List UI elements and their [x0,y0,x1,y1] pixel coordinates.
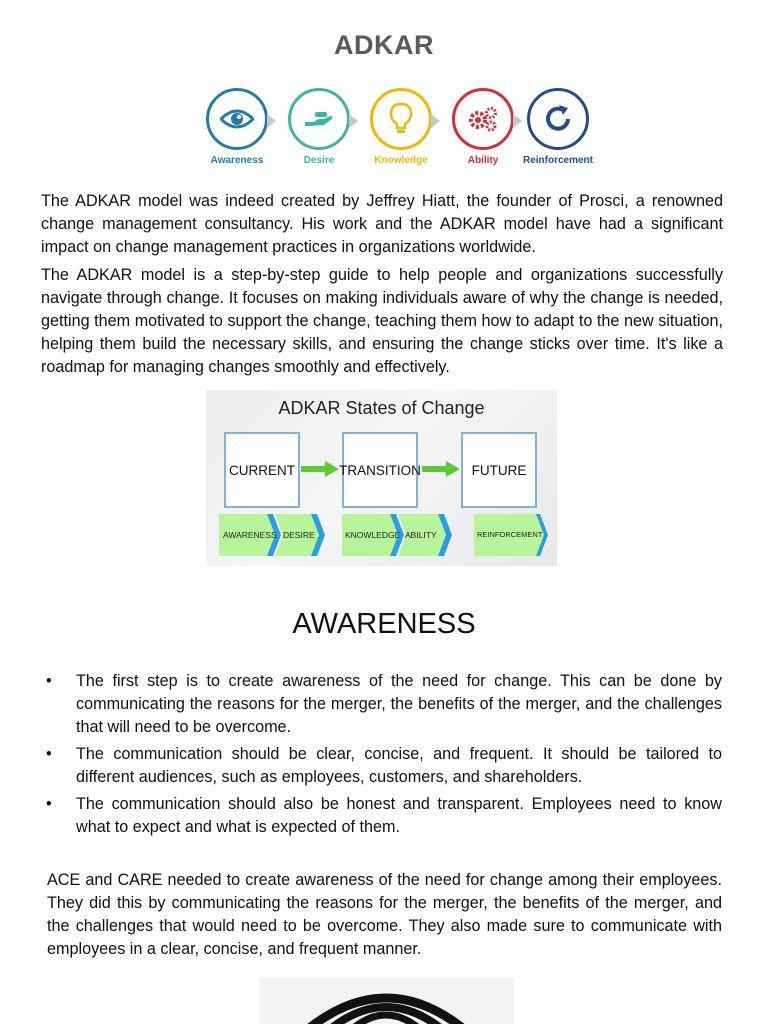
states-of-change-diagram [206,390,557,566]
step-label: Ability [467,155,499,166]
green-arrow-icon [422,460,462,478]
list-item [44,670,722,739]
refresh-icon [527,88,589,150]
page-title: ADKAR [334,30,434,60]
step-label: Reinforcement [522,155,593,166]
intro-paragraph: The ADKAR model was indeed created by Jeffrey Hiatt, the founder of Prosci, a renowned change management consultancy. His work and the ADKAR model have had a significant impact on change management practices in organizations worldwide. [41,192,723,256]
step-label: Awareness [210,155,264,166]
list-item [44,743,722,789]
bullet-icon: • [46,672,52,690]
chevron-group-future [474,514,548,556]
bullet-text: The communication should be clear, concise, and frequent. It should be tailored to different audiences, such as employees, customers, and shareholders. [76,745,722,786]
step-label: Knowledge [374,155,428,166]
chevron-group-transition [342,514,452,556]
ace-care-paragraph: ACE and CARE needed to create awareness of the need for change among their employees. They did this by communicating the reasons for the merger, the benefits of the merger, and the challenges that would need to be overcome. They also made sure to communicate with employees in a clear, concise, and frequent manner. [47,871,722,958]
bullet-text: The communication should also be honest and transparent. Employees need to know what to expect and what is expected of them. [76,795,722,836]
section-heading: AWARENESS [292,608,476,640]
chevron-reinforcement: REINFORCEMENT [477,530,543,539]
description-paragraph: The ADKAR model is a step-by-step guide to help people and organizations successfully navigate through change. It focuses on making individuals aware of why the change is needed, getting them motivated to support the change, teaching them how to adapt to the new situation, helping them build the necessary skills, and ensuring the change sticks over time. It's like a roadmap for managing changes smoothly and effectively. [41,266,723,376]
step-arrow [267,114,276,128]
step-reinforcement [516,88,600,166]
chevron-ability: ABILITY [405,530,437,540]
step-awareness [197,88,277,166]
lightbulb-icon [370,88,432,150]
chevron-desire: DESIRE [283,530,315,540]
state-transition: TRANSITION [342,432,418,508]
gears-icon [452,88,514,150]
state-current: CURRENT [224,432,300,508]
state-future: FUTURE [461,432,537,508]
diagram-title: ADKAR States of Change [278,398,485,418]
adkar-steps-graphic [195,88,595,174]
chevron-awareness: AWARENESS [223,530,277,540]
awareness-bullet-list [44,670,722,843]
list-item [44,793,722,839]
step-desire [279,88,359,166]
bullet-icon: • [46,795,52,813]
eye-icon [206,88,268,150]
hand-icon [288,88,350,150]
chevron-knowledge: KNOWLEDGE [345,530,401,540]
step-ability [443,88,523,166]
chevron-group-current [219,514,325,556]
step-label: Desire [303,155,335,166]
fingerprint-image [259,978,514,1024]
green-arrow-icon [301,460,341,478]
step-arrow [431,114,440,128]
bullet-icon: • [46,745,52,763]
bullet-text: The first step is to create awareness of the need for change. This can be done by communicating the reasons for the merger, the benefits of the merger, and the challenges that will need to be overcome. [76,672,722,736]
step-arrow [349,114,358,128]
step-knowledge [361,88,441,166]
